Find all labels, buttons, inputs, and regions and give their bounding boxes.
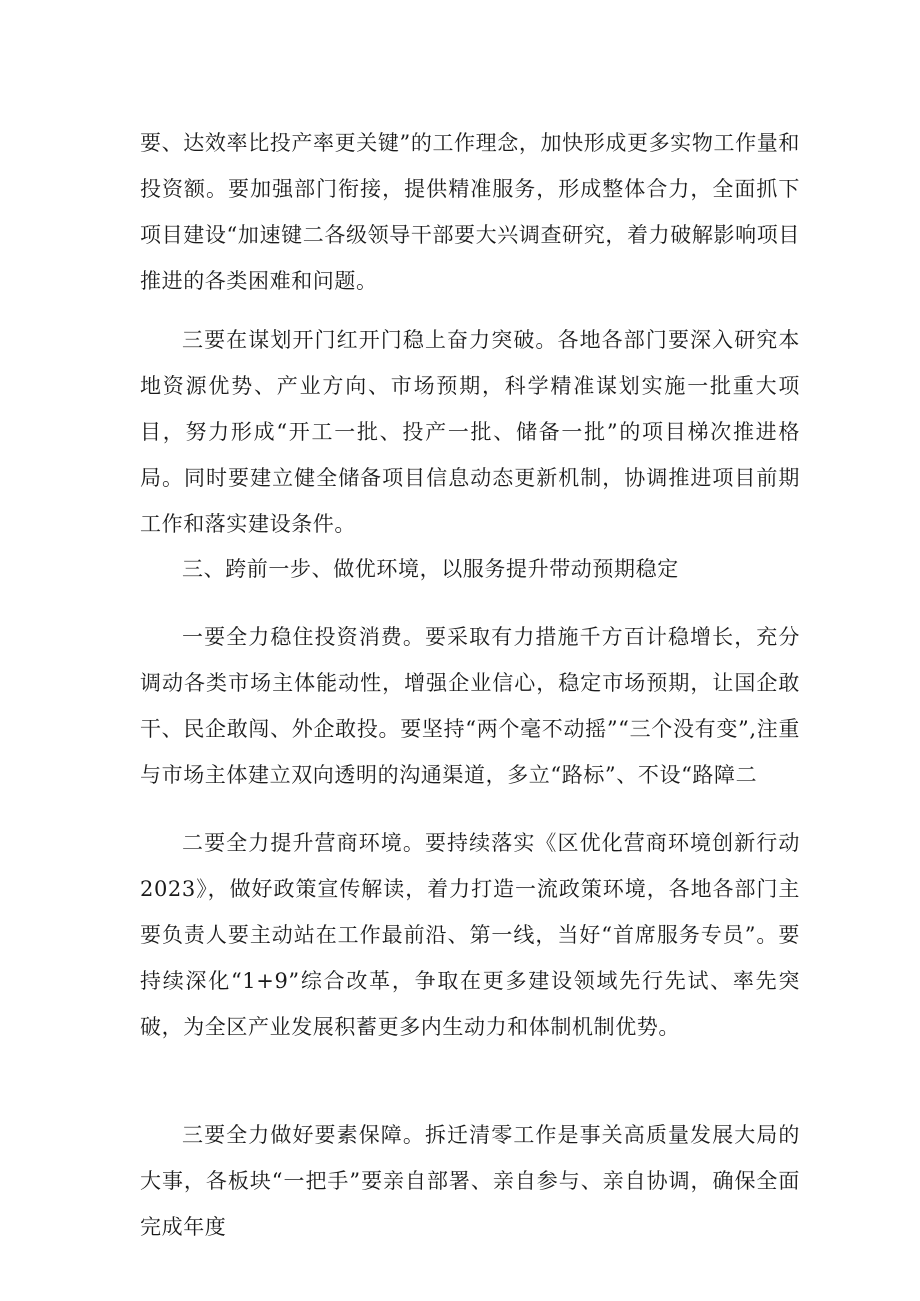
paragraph-resource-guarantee: 三要全力做好要素保障。拆迁清零工作是事关高质量发展大局的大事，各板块“一把手”要亲自部署、亲自参与、亲自协调，确保全面完成年度 (140, 1123, 800, 1239)
paragraph-stabilize-investment: 一要全力稳住投资消费。要采取有力措施千方百计稳增长，充分调动各类市场主体能动性，增强企业信心，稳定市场预期，让国企敢干、民企敢闯、外企敢投。要坚持“两个毫不动摇”“三个没有变”,注重与市场主体建立双向透明的沟通渠道，多立“路标”、不设“路障二 (140, 625, 800, 787)
section-heading-service-environment: 三、跨前一步、做优环境，以服务提升带动预期稳定 (182, 557, 679, 581)
paragraph-project-construction-continued: 要、达效率比投产率更关键”的工作理念，加快形成更多实物工作量和投资额。要加强部门衔接，提供精准服务，形成整体合力，全面抓下项目建设“加速键二各级领导干部要大兴调查研究，着力破解影响项目推进的各类困难和问题。 (140, 131, 800, 293)
paragraph-planning-breakthrough: 三要在谋划开门红开门稳上奋力突破。各地各部门要深入研究本地资源优势、产业方向、市场预期，科学精准谋划实施一批重大项目，努力形成“开工一批、投产一批、储备一批”的项目梯次推进格局。同时要建立健全储备项目信息动态更新机制，协调推进项目前期工作和落实建设条件。 (140, 328, 800, 536)
paragraph-business-environment: 二要全力提升营商环境。要持续落实《区优化营商环境创新行动2023》，做好政策宣传解读，着力打造一流政策环境，各地各部门主要负责人要主动站在工作最前沿、第一线，当好“首席服务专员”。要持续深化“1+9”综合改革，争取在更多建设领域先行先试、率先突破，为全区产业发展积蓄更多内生动力和体制机制优势。 (140, 831, 800, 1039)
